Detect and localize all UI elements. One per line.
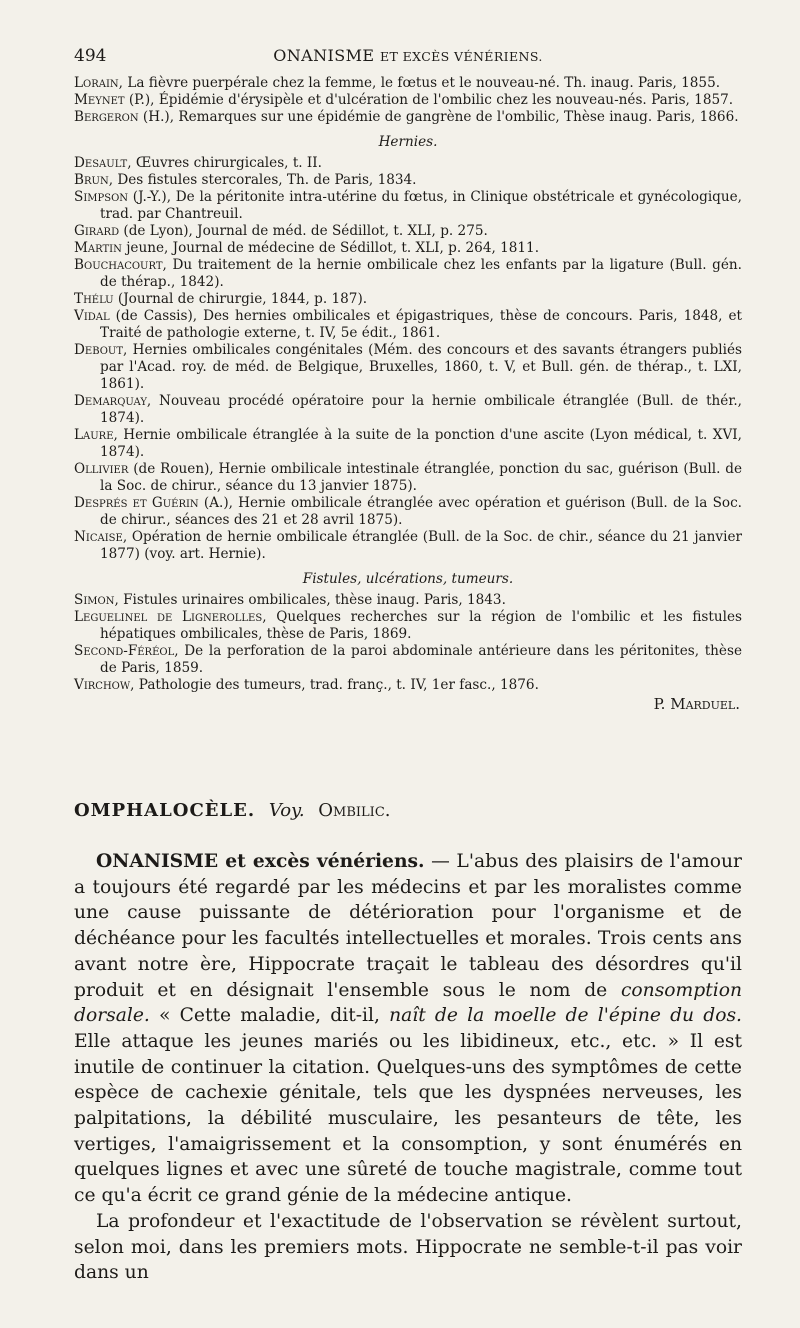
reference-author: Nicaise, [74,529,128,545]
reference-entry [74,109,742,126]
reference-author: Second-Féréol, [74,643,179,659]
page-number: 494 [74,46,107,66]
reference-author: Debout, [74,342,128,358]
reference-text: Pathologie des tumeurs, trad. franç., t. IV, 1er fasc., 1876. [134,677,539,693]
reference-text: jeune, Journal de médecine de Sédillot, t. XLI, p. 264, 1811. [121,240,540,256]
reference-author: Girard [74,223,120,239]
reference-text: (de Cassis), Des hernies ombilicales et épigastriques, thèse de concours. Paris, 1848, et Traité de pathologie externe, t. IV, 5e édit., 1861. [100,308,742,341]
reference-author: Ollivier [74,461,129,477]
article-headword: ONANISME et excès vénériens. [96,850,425,872]
emphasis: consomption dorsale. [74,979,742,1027]
reference-author: Meynet [74,92,125,108]
reference-text: (P.), Épidémie d'érysipèle et d'ulcération de l'ombilic chez les nouveau-nés. Paris, 1857. [124,92,734,108]
reference-entry [74,308,742,342]
running-head [74,46,742,65]
paragraph [74,849,742,1209]
running-head-main: ONANISME [273,46,375,65]
reference-author: Desault, [74,155,132,171]
references-ombilic [74,75,742,126]
article-onanisme [74,849,742,1286]
section-heading-fistules: Fistules, ulcérations, tumeurs. [302,571,514,587]
reference-entry [74,257,742,291]
reference-entry [74,592,742,609]
references-hernies [74,155,742,563]
reference-text: Œuvres chirurgicales, t. II. [131,155,322,171]
reference-text: Opération de hernie ombilicale étranglée (Bull. de la Soc. de chir., séance du 21 janvier 1877) (voy. art. Hernie). [100,529,742,562]
reference-author: Bouchacourt, [74,257,167,273]
reference-text: De la perforation de la paroi abdominale antérieure dans les péritonites, thèse de Paris, 1859. [100,643,742,676]
reference-author: Vidal [74,308,110,324]
reference-author: Laure, [74,427,118,443]
page-header [74,46,742,70]
reference-entry [74,75,742,92]
reference-text: Fistules urinaires ombilicales, thèse inaug. Paris, 1843. [118,592,506,608]
cross-reference: Ombilic. [318,800,391,821]
reference-author: Virchow, [74,677,135,693]
author-signature: P. Marduel. [653,695,740,713]
reference-text: Du traitement de la hernie ombilicale chez les enfants par la ligature (Bull. gén. de thérap., 1842). [100,257,742,290]
paragraph: La profondeur et l'exactitude de l'observation se révèlent surtout, selon moi, dans les premiers mots. Hippocrate ne semble-t-il pas voir dans un [74,1210,742,1284]
reference-entry [74,172,742,189]
reference-text: Hernies ombilicales congénitales (Mém. des concours et des savants étrangers publiés par l'Acad. roy. de méd. de Belgique, Bruxelles, 1860, t. V, et Bull. gén. de thérap., t. LXI, 1861). [100,342,742,392]
entry-omphalocele [74,800,742,821]
reference-entry [74,461,742,495]
reference-text: (de Rouen), Hernie ombilicale intestinale étranglée, ponction du sac, guérison (Bull. de la Soc. de chirur., séance du 13 janvier 1875). [100,461,742,494]
text-run: Elle attaque les jeunes mariés ou les libidineux, etc., etc. » Il est inutile de continuer la citation. Quelques-uns des symptômes de cette espèce de cachexie génitale, tels que les dyspnées nerveuses, les palpitations, la débilité musculaire, les pesanteurs de tête, les vertiges, l'amaigrissement et la consomption, y sont énumérés en quelques lignes et avec une sûreté de touche magistrale, comme tout ce qu'a écrit ce grand génie de la médecine antique. [74,1030,742,1207]
reference-entry [74,291,742,308]
reference-text: Nouveau procédé opératoire pour la hernie ombilicale étranglée (Bull. de thér., 1874). [100,393,742,426]
reference-entry [74,240,742,257]
reference-text: (Journal de chirurgie, 1844, p. 187). [113,291,368,307]
reference-entry [74,643,742,677]
reference-text: Des fistules stercorales, Th. de Paris, 1834. [113,172,417,188]
reference-text: (de Lyon), Journal de méd. de Sédillot, t. XLI, p. 275. [119,223,488,239]
reference-author: Simon, [74,592,119,608]
reference-text: La fièvre puerpérale chez la femme, le fœtus et le nouveau-né. Th. inaug. Paris, 1855. [123,75,721,91]
reference-text: (J.-Y.), De la péritonite intra-utérine du fœtus, in Clinique obstétricale et gynécologique, trad. par Chantreuil. [100,189,742,222]
reference-author: Demarquay, [74,393,152,409]
entry-headword: OMPHALOCÈLE. [74,800,256,821]
reference-author: Leguelinel de Lignerolles, [74,609,267,625]
reference-author: Bergeron [74,109,139,125]
reference-entry [74,495,742,529]
reference-author: Thélu [74,291,114,307]
reference-entry [74,223,742,240]
references-fistules [74,592,742,694]
text-run: « Cette maladie, dit-il, [149,1005,390,1027]
reference-text: Quelques recherches sur la région de l'ombilic et les fistules hépatiques ombilicales, thèse de Paris, 1869. [100,609,742,642]
reference-entry [74,427,742,461]
reference-entry [74,155,742,172]
section-heading-hernies: Hernies. [378,134,438,150]
reference-entry [74,609,742,643]
text-run: — L'abus des plaisirs de l'amour a toujours été regardé par les médecins et par les moralistes comme une cause puissante de détérioration pour l'organisme et de déchéance pour les facultés intellectuelles et morales. Trois cents ans avant notre ère, Hippocrate traçait le tableau des désordres qu'il produit et en désignait l'ensemble sous le nom de [74,851,742,1001]
emphasis: naît de la moelle de l'épine du dos. [389,1005,742,1027]
reference-text: Hernie ombilicale étranglée à la suite de la ponction d'une ascite (Lyon médical, t. XVI, 1874). [100,427,742,460]
reference-author: Martin [74,240,122,256]
bibliography [74,75,742,713]
reference-entry [74,677,742,694]
reference-entry [74,92,742,109]
running-head-rest: ET EXCÈS VÉNÉRIENS. [379,49,543,64]
reference-entry [74,529,742,563]
reference-author: Brun, [74,172,114,188]
reference-text: (H.), Remarques sur une épidémie de gangrène de l'ombilic, Thèse inaug. Paris, 1866. [138,109,739,125]
reference-author: Simpson [74,189,129,205]
reference-text: (A.), Hernie ombilicale étranglée avec opération et guérison (Bull. de la Soc. de chirur., séances des 21 et 28 avril 1875). [100,495,743,528]
reference-entry [74,393,742,427]
reference-entry [74,342,742,393]
reference-entry [74,189,742,223]
reference-author: Lorain, [74,75,123,91]
reference-author: Després et Guérin [74,495,199,511]
see-also-marker: Voy. [268,800,305,821]
